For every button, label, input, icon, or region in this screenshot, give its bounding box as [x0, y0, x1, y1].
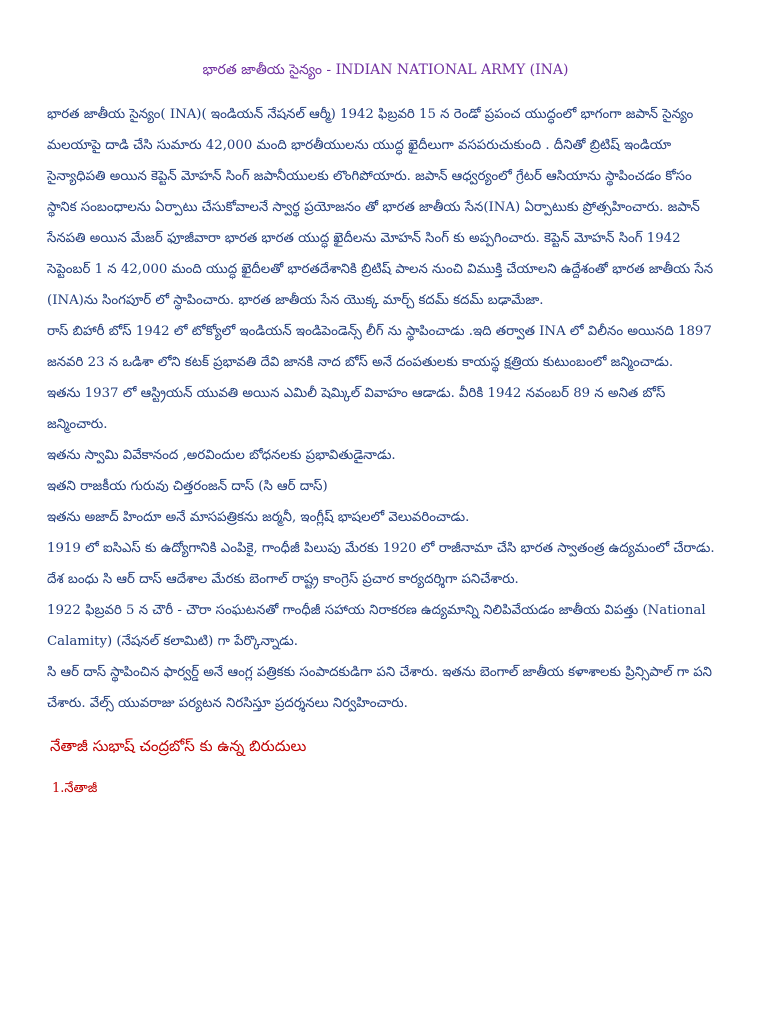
list-item: 1.నేతాజీ [52, 781, 98, 796]
section-heading: నేతాజీ సుభాష్ చంద్రబోస్ కు ఉన్న బిరుదులు [50, 737, 307, 755]
paragraph: ఇతను అజాద్ హిందూ అనే మాసపత్రికను జర్మనీ, ఇంగ్లీష్ భాషలలో వెలువరించాడు. [47, 510, 470, 525]
paragraph: 1922 ఫిబ్రవరి 5 న చౌరీ - చౌరా సంఘటనతో గాంధీజీ సహాయ నిరాకరణ ఉద్యమాన్ని నిలిపివేయడం జాతీయ విపత్తు (National Calamity) (నేషనల్ కలామిటి) గా పేర్కొన్నాడు. [47, 603, 706, 649]
paragraph: 1919 లో ఐసిఎస్ కు ఉద్యోగానికి ఎంపికై, గాంధీజీ పిలుపు మేరకు 1920 లో రాజీనామా చేసి భారత స్వాతంత్ర ఉద్యమంలో చేరాడు. [47, 541, 715, 556]
document-title: భారత జాతీయ సైన్యం - INDIAN NATIONAL ARMY (INA) [202, 62, 569, 78]
paragraph: భారత జాతీయ సైన్యం( INA)( ఇండియన్ నేషనల్ ఆర్మీ) 1942 ఫిబ్రవరి 15 న రెండో ప్రపంచ యుద్ధంలో భాగంగా జపాన్ సైన్యం మలయాపై దాడి చేసి సుమారు 42,000 మంది భారతీయులను యుద్ధ ఖైదీలుగా వసపరుచుకుంది . దీనితో బ్రిటిష్ ఇండియా సైన్యాధిపతి అయిన కెప్టెన్ మోహన్ సింగ్ జపానీయులకు లొంగిపోయారు. జపాన్ ఆధ్వర్యంలో గ్రేటర్ ఆసియాను స్థాపించడం కోసం స్థానిక సంబంధాలను ఏర్పాటు చేసుకోవాలనే స్వార్థ ప్రయోజనం తో భారత జాతీయ సేన(INA) ఏర్పాటుకు ప్రోత్సహించారు. జపాన్ సేనపతి అయిన మేజర్ ఫూజీవారా భారత భారత యుద్ధ ఖైదీలను మోహన్ సింగ్ కు అప్పగించారు. కెప్టెన్ మోహన్ సింగ్ 1942 సెప్టెంబర్ 1 న 42,000 మంది యుద్ధ ఖైదీలతో భారతదేశానికి బ్రిటిష్ పాలన నుంచి విముక్తి చేయాలని ఉద్దేశంతో భారత జాతీయ సేన [47, 107, 714, 277]
paragraph: (INA)ను సింగపూర్ లో స్థాపించారు. భారత జాతీయ సేన యొక్క మార్చ్ కదమ్ కదమ్ బఢామేజా. [47, 293, 544, 308]
paragraph: ఇతను 1937 లో ఆస్ట్రియన్ యువతి అయిన ఎమిలీ షెమ్కిల్ వివాహం ఆడాడు. వీరికి 1942 నవంబర్ 89 న అనిత బోస్ జన్మించారు. [47, 386, 666, 432]
paragraph: ఇతని రాజకీయ గురువు చిత్తరంజన్ దాస్ (సి ఆర్ దాస్) [47, 479, 328, 494]
paragraph: రాస్ బిహారీ బోస్ 1942 లో టోక్యోలో ఇండియన్ ఇండిపెండెన్స్ లీగ్ ను స్థాపించాడు .ఇది తర్వాత INA లో విలీనం అయినది 1897 జనవరి 23 న ఒడిశా లోని కటక్ ప్రభావతి దేవి జానకి నాద బోస్ అనే దంపతులకు కాయస్థ క్షత్రియ కుటుంబంలో జన్మించాడు. [47, 324, 712, 370]
paragraph: దేశ బంధు సి ఆర్ దాస్ ఆదేశాల మేరకు బెంగాల్ రాష్ట్ర కాంగ్రెస్ ప్రచార కార్యదర్శిగా పనిచేశారు. [47, 572, 519, 587]
paragraph: ఇతను స్వామి వివేకానంద ,అరవిందుల బోధనలకు ప్రభావితుడైనాడు. [47, 448, 396, 463]
paragraph: సి ఆర్ దాస్ స్థాపించిన ఫార్వర్డ్ అనే ఆంగ్ల పత్రికకు సంపాదకుడిగా పని చేశారు. ఇతను బెంగాల్ జాతీయ కళాశాలకు ప్రిన్సిపాల్ గా పని చేశారు. వేల్స్ యువరాజు పర్యటన నిరసిస్తూ ప్రదర్శనలు నిర్వహించారు. [47, 665, 712, 711]
